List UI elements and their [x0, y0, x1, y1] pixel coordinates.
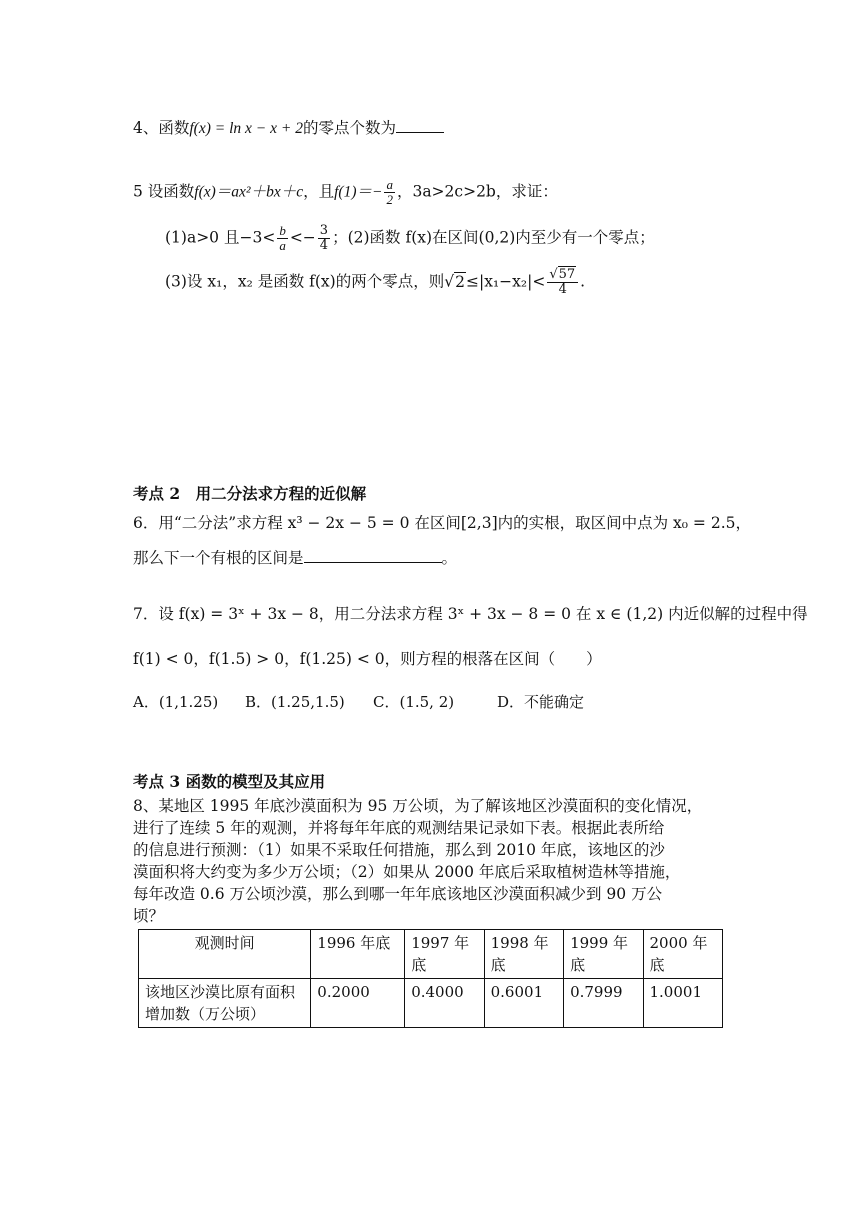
q5-sqrt2-value: 2 [455, 272, 465, 291]
q5-f1: f(1)＝− [334, 183, 383, 201]
q6-line2-text: 那么下一个有根的区间是 [133, 549, 304, 567]
q5-part1-mid: <− [289, 228, 316, 247]
q4-suffix: 的零点个数为 [302, 119, 396, 137]
table-header-cell: 1997 年底 [405, 930, 484, 979]
table-cell: 1.0001 [643, 979, 723, 1028]
table-header-cell: 观测时间 [139, 930, 311, 979]
q5-part1-sep: ； [332, 228, 348, 247]
q4-formula: f(x) = ln x − x + 2 [189, 120, 303, 137]
q5-p1-frac2-num: 3 [319, 223, 329, 238]
table-header-cell: 1996 年底 [311, 930, 405, 979]
q5-inequality: ，3a>2c>2b，求证： [396, 182, 558, 201]
q5-fraction-3-over-4 [318, 224, 330, 253]
question-5-part-3 [165, 268, 585, 297]
q7-option-c: C．(1.5, 2) [373, 693, 455, 711]
q5-part1-prefix: (1)a>0 且−3< [165, 228, 276, 247]
q5-p3-frac-den: 4 [558, 282, 567, 297]
q8-line: 进行了连续 5 年的观测，并将每年年底的观测结果记录如下表。根据此表所给 [133, 819, 665, 837]
question-7-options [133, 691, 584, 713]
q5-frac-den: 2 [386, 192, 393, 207]
question-7-line-2: f(1) < 0，f(1.5) > 0，f(1.25) < 0，则方程的根落在区间（ ） [133, 650, 602, 668]
question-6-line-2 [133, 547, 457, 569]
table-row-label: 该地区沙漠比原有面积增加数（万公顷） [139, 979, 311, 1028]
question-6-line-1: 6．用“二分法”求方程 x³ − 2x − 5 = 0 在区间[2,3]内的实根，取区间中点为 x₀ = 2.5， [133, 514, 751, 532]
q5-p1-frac1-den: a [279, 238, 286, 253]
q5-fraction-a-over-2 [384, 178, 395, 207]
q5-part3-end: . [580, 272, 586, 291]
table-header-cell: 1999 年底 [564, 930, 643, 979]
q7-option-a: A．(1,1.25) [133, 693, 219, 711]
q7-option-b: B．(1.25,1.5) [245, 693, 345, 711]
q5-sqrt57-value: 57 [558, 267, 576, 282]
q6-line2-end: 。 [441, 549, 458, 567]
table-header-cell: 2000 年底 [643, 930, 723, 979]
q5-fraction-b-over-a [277, 224, 288, 253]
q5-frac-num: a [386, 177, 393, 192]
q8-line: 漠面积将大约变为多少万公顷；（2）如果从 2000 年底后采取植树造林等措施， [133, 863, 681, 881]
table-header-cell: 1998 年底 [484, 930, 563, 979]
q5-cond-prefix: ，且 [303, 182, 335, 201]
q8-line: 每年改造 0.6 万公顷沙漠，那么到哪一年年底该地区沙漠面积减少到 90 万公 [133, 885, 663, 903]
table-cell: 0.2000 [311, 979, 405, 1028]
q5-sqrt-2: √2 [444, 272, 465, 291]
table-cell: 0.4000 [405, 979, 484, 1028]
q8-line: 8、某地区 1995 年底沙漠面积为 95 万公顷，为了解该地区沙漠面积的变化情况， [133, 797, 703, 815]
q5-function: f(x)＝ax²＋bx＋c [194, 183, 304, 201]
q4-answer-blank [396, 118, 444, 133]
question-8-text [133, 795, 723, 927]
q4-prefix: 4、函数 [133, 119, 190, 137]
q5-stem-prefix: 5 设函数 [133, 182, 195, 201]
q5-part2: (2)函数 f(x)在区间(0,2)内至少有一个零点； [347, 228, 655, 247]
q8-line: 的信息进行预测：（1）如果不采取任何措施，那么到 2010 年底，该地区的沙 [133, 841, 665, 859]
q5-fraction-sqrt57-over-4 [547, 268, 578, 297]
question-7-line-1: 7．设 f(x) = 3ˣ + 3x − 8，用二分法求方程 3ˣ + 3x − 8 = 0 在 x ∈ (1,2) 内近似解的过程中得 [133, 605, 808, 623]
q5-part3-mid: ≤|x₁−x₂|< [466, 272, 546, 291]
question-4 [133, 117, 444, 140]
question-5-stem [133, 178, 558, 207]
q7-option-d: D．不能确定 [497, 693, 585, 711]
q5-part3-prefix: (3)设 x₁，x₂ 是函数 f(x)的两个零点，则 [165, 272, 445, 291]
question-5-part-1-2 [165, 224, 655, 253]
q5-p1-frac1-num: b [279, 223, 286, 238]
table-row [139, 979, 723, 1028]
q6-answer-blank [304, 548, 442, 563]
table-cell: 0.6001 [484, 979, 563, 1028]
section-3-heading: 考点 3 函数的模型及其应用 [133, 772, 326, 791]
observation-table [138, 929, 723, 1028]
q5-p1-frac2-den: 4 [319, 238, 329, 253]
table-header-row [139, 930, 723, 979]
q8-line: 顷？ [133, 907, 165, 925]
q5-p3-frac-num: √57 [547, 268, 578, 283]
table-cell: 0.7999 [564, 979, 643, 1028]
section-2-heading: 考点 2 用二分法求方程的近似解 [133, 484, 367, 503]
